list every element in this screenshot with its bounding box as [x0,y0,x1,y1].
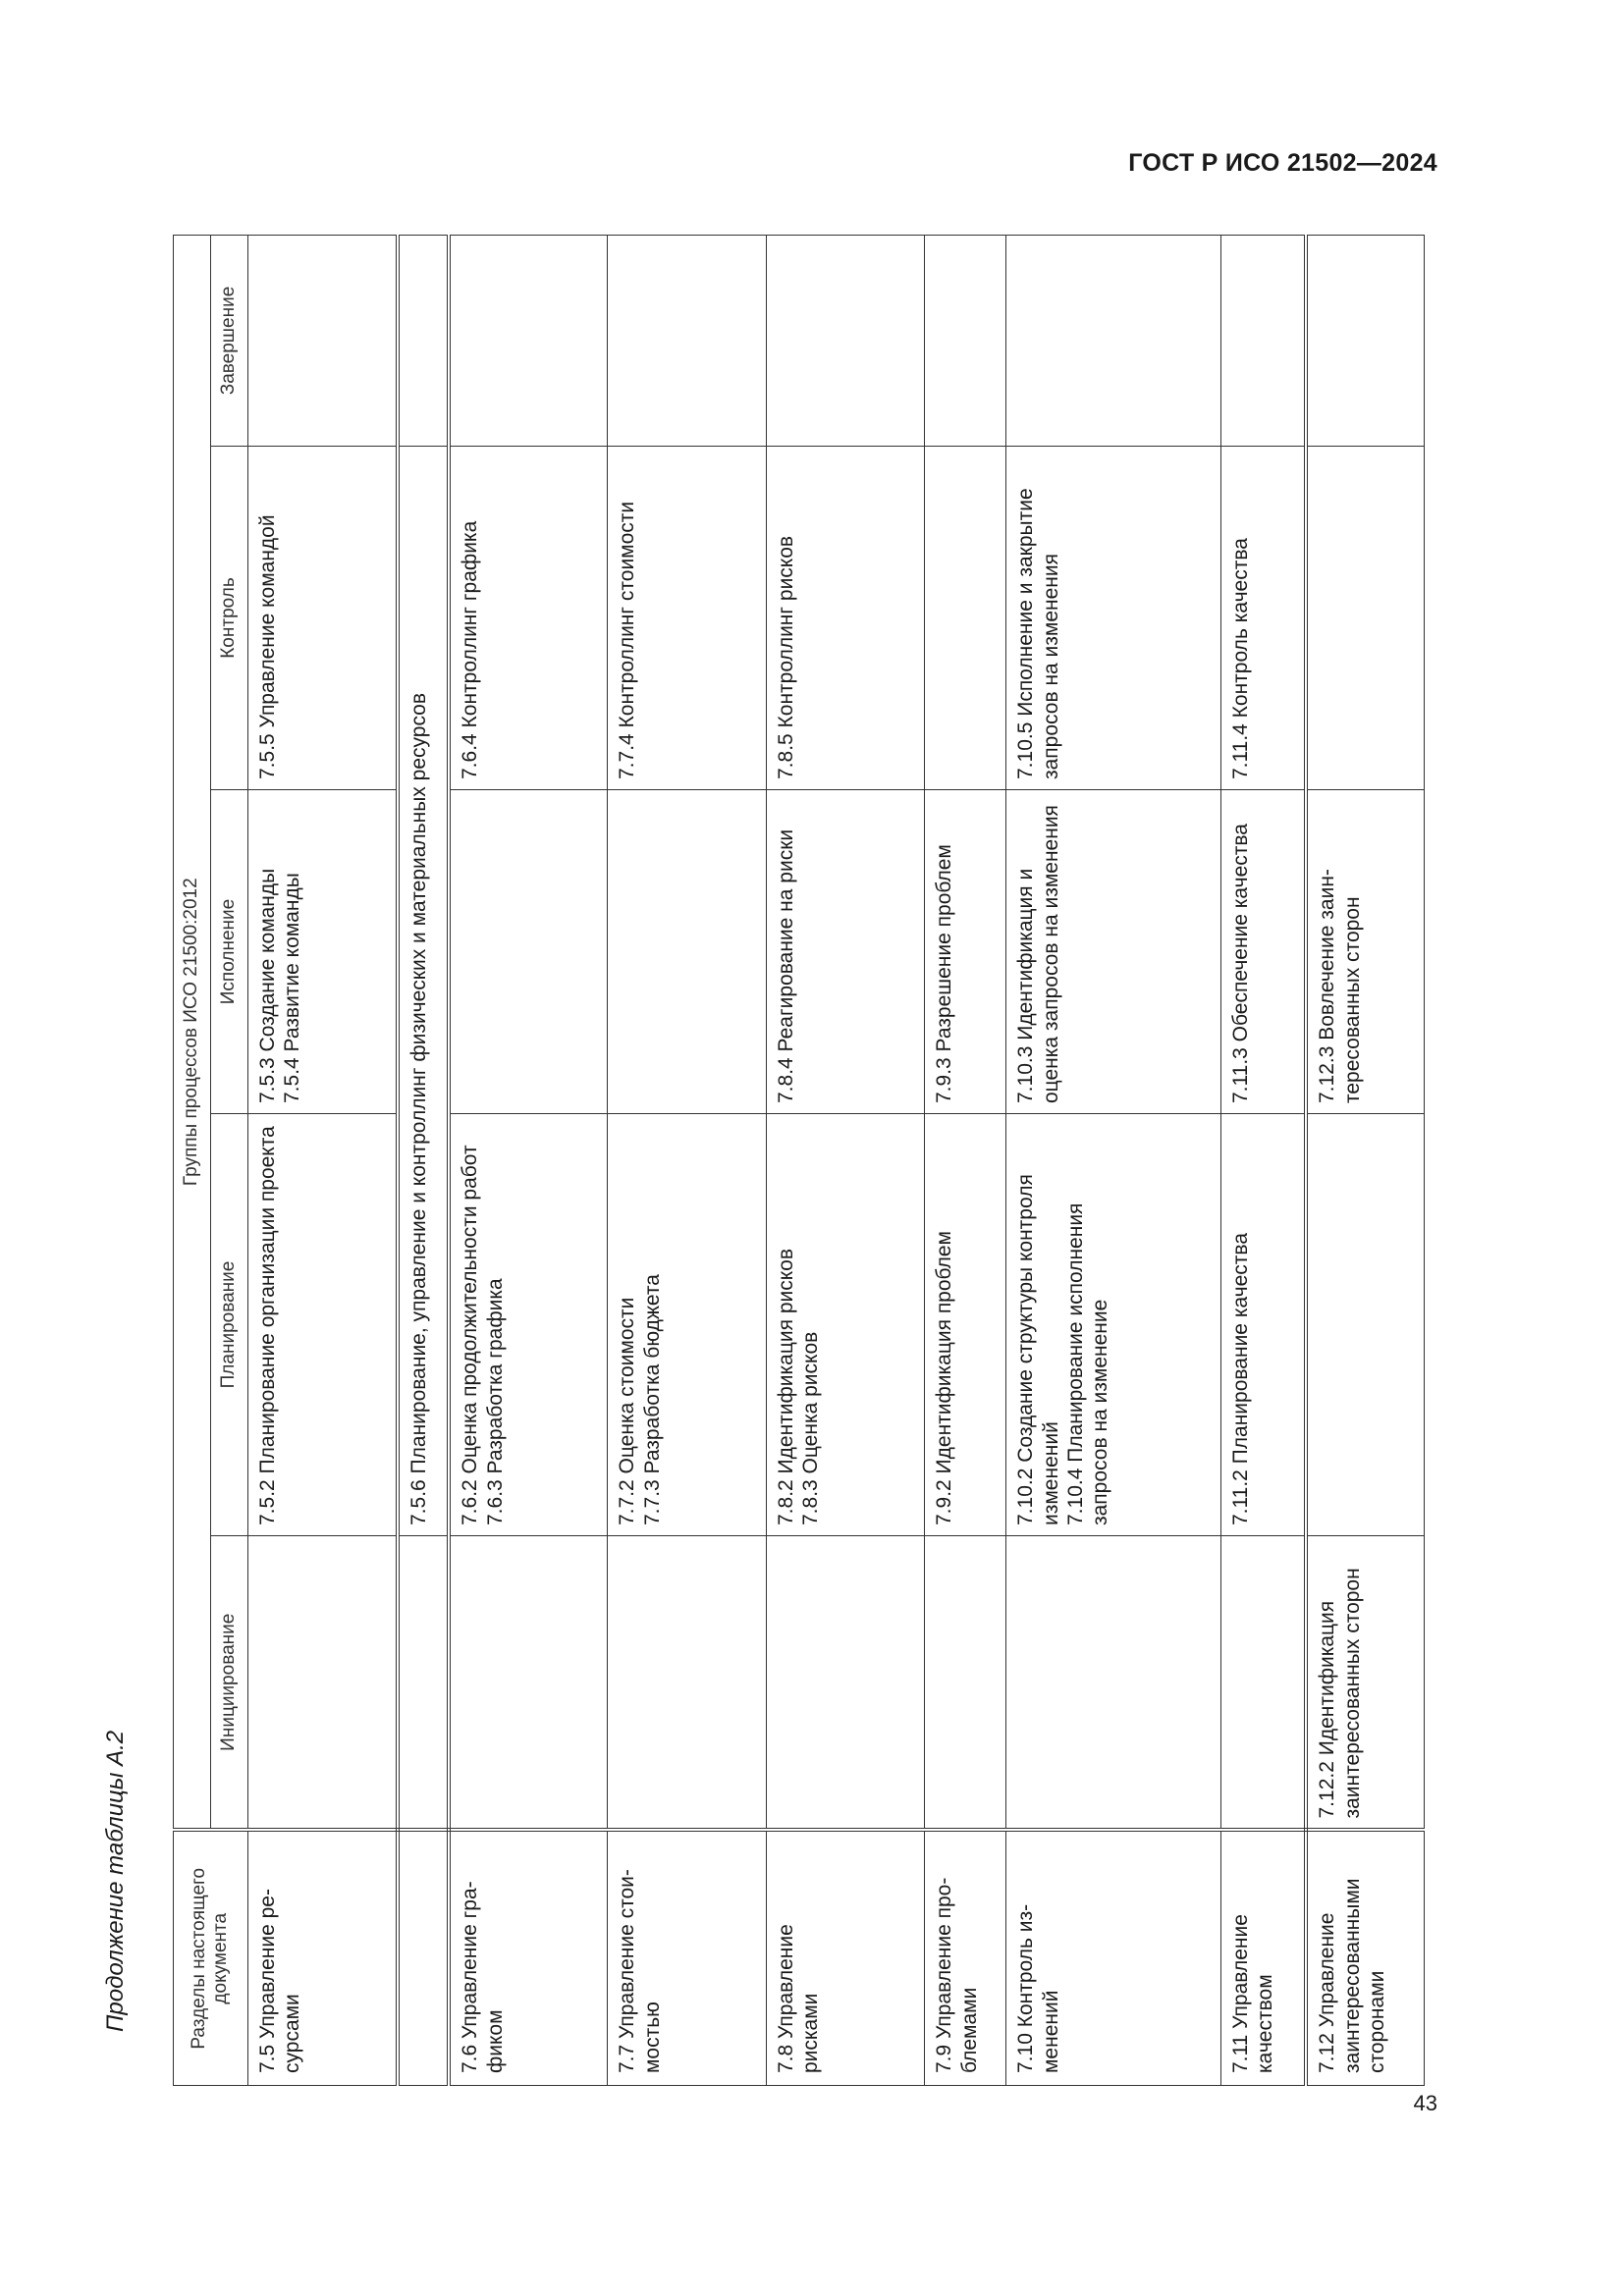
table-row [608,235,767,2085]
cell-planning: 7.5.2 Планирование организации проекта [247,1114,398,1536]
cell-section: 7.10 Контроль изменений [1006,1831,1220,2086]
table-row [449,235,608,2085]
cell-initiation [398,1536,449,1831]
cell-span-resources: 7.5.6 Планирование, управление и контроллинг физических и материальных ресурсов [398,447,449,1536]
rotated-table-container [173,236,1425,2086]
cell-planning [1306,1114,1424,1536]
table-row [1006,235,1220,2085]
header-execution: Исполнение [211,790,248,1114]
table-row [766,235,925,2085]
cell-closing [398,235,449,446]
process-mapping-table [173,235,1425,2086]
cell-control: 7.11.4 Контроль качества [1220,447,1306,790]
cell-section: 7.11 Управление качеством [1220,1831,1306,2086]
cell-closing [1220,235,1306,446]
cell-section: 7.8 Управление рисками [766,1831,925,2086]
cell-planning: 7.8.2 Идентификация рисков 7.8.3 Оценка рисков [766,1114,925,1536]
standard-header: ГОСТ Р ИСО 21502—2024 [1128,149,1437,177]
table-row [1220,235,1306,2085]
cell-planning: 7.7.2 Оценка стоимости 7.7.3 Разработка бюджета [608,1114,767,1536]
page-number: 43 [1413,2091,1437,2115]
cell-initiation [766,1536,925,1831]
cell-section [398,1831,449,2086]
header-process-groups: Группы процессов ИСО 21500:2012 [174,235,211,1830]
header-planning: Планирование [211,1114,248,1536]
cell-control [1306,447,1424,790]
cell-control [925,447,1006,790]
header-control: Контроль [211,447,248,790]
cell-control: 7.5.5 Управление командой [247,447,398,790]
table-header-row-1 [174,235,211,2085]
cell-execution: 7.8.4 Реагирование на риски [766,790,925,1114]
cell-section: 7.6 Управление графиком [449,1831,608,2086]
cell-control: 7.8.5 Контроллинг рисков [766,447,925,790]
header-closing: Завершение [211,235,248,446]
cell-initiation [608,1536,767,1831]
cell-closing [247,235,398,446]
cell-closing [608,235,767,446]
cell-execution: 7.11.3 Обеспечение качества [1220,790,1306,1114]
cell-section: 7.9 Управление проблемами [925,1831,1006,2086]
cell-control: 7.10.5 Исполнение и закрытие запросов на изменения [1006,447,1220,790]
table-header-row-2 [211,235,248,2085]
cell-section: 7.5 Управление ресурсами [247,1831,398,2086]
cell-planning: 7.10.2 Создание структуры контроля изменений 7.10.4 Планирование исполнения запросов на изменение [1006,1114,1220,1536]
cell-initiation [925,1536,1006,1831]
cell-control: 7.7.4 Контроллинг стоимости [608,447,767,790]
cell-control: 7.6.4 Контроллинг графика [449,447,608,790]
cell-execution [608,790,767,1114]
header-sections: Разделы настоящего документа [174,1831,248,2086]
cell-planning: 7.6.2 Оценка продолжительности работ 7.6.3 Разработка графика [449,1114,608,1536]
cell-initiation: 7.12.2 Идентификация заинтересованных сторон [1306,1536,1424,1831]
table-row [1306,235,1424,2085]
cell-planning: 7.9.2 Идентификация проблем [925,1114,1006,1536]
cell-initiation [1006,1536,1220,1831]
cell-execution: 7.5.3 Создание команды 7.5.4 Развитие команды [247,790,398,1114]
cell-closing [449,235,608,446]
table-row [925,235,1006,2085]
cell-closing [925,235,1006,446]
cell-initiation [1220,1536,1306,1831]
cell-execution: 7.9.3 Разрешение проблем [925,790,1006,1114]
table-caption: Продолжение таблицы А.2 [102,1730,129,2032]
table-row [247,235,398,2085]
cell-execution: 7.12.3 Вовлечение заинтересованных сторон [1306,790,1424,1114]
cell-execution: 7.10.3 Идентификация и оценка запросов на изменения [1006,790,1220,1114]
header-initiation: Инициирование [211,1536,248,1831]
cell-planning: 7.11.2 Планирование качества [1220,1114,1306,1536]
cell-closing [1006,235,1220,446]
cell-closing [766,235,925,446]
cell-initiation [449,1536,608,1831]
cell-section: 7.12 Управление заинтересованными сторонами [1306,1831,1424,2086]
cell-closing [1306,235,1424,446]
cell-section: 7.7 Управление стоимостью [608,1831,767,2086]
cell-execution [449,790,608,1114]
table-row [398,235,449,2085]
cell-initiation [247,1536,398,1831]
